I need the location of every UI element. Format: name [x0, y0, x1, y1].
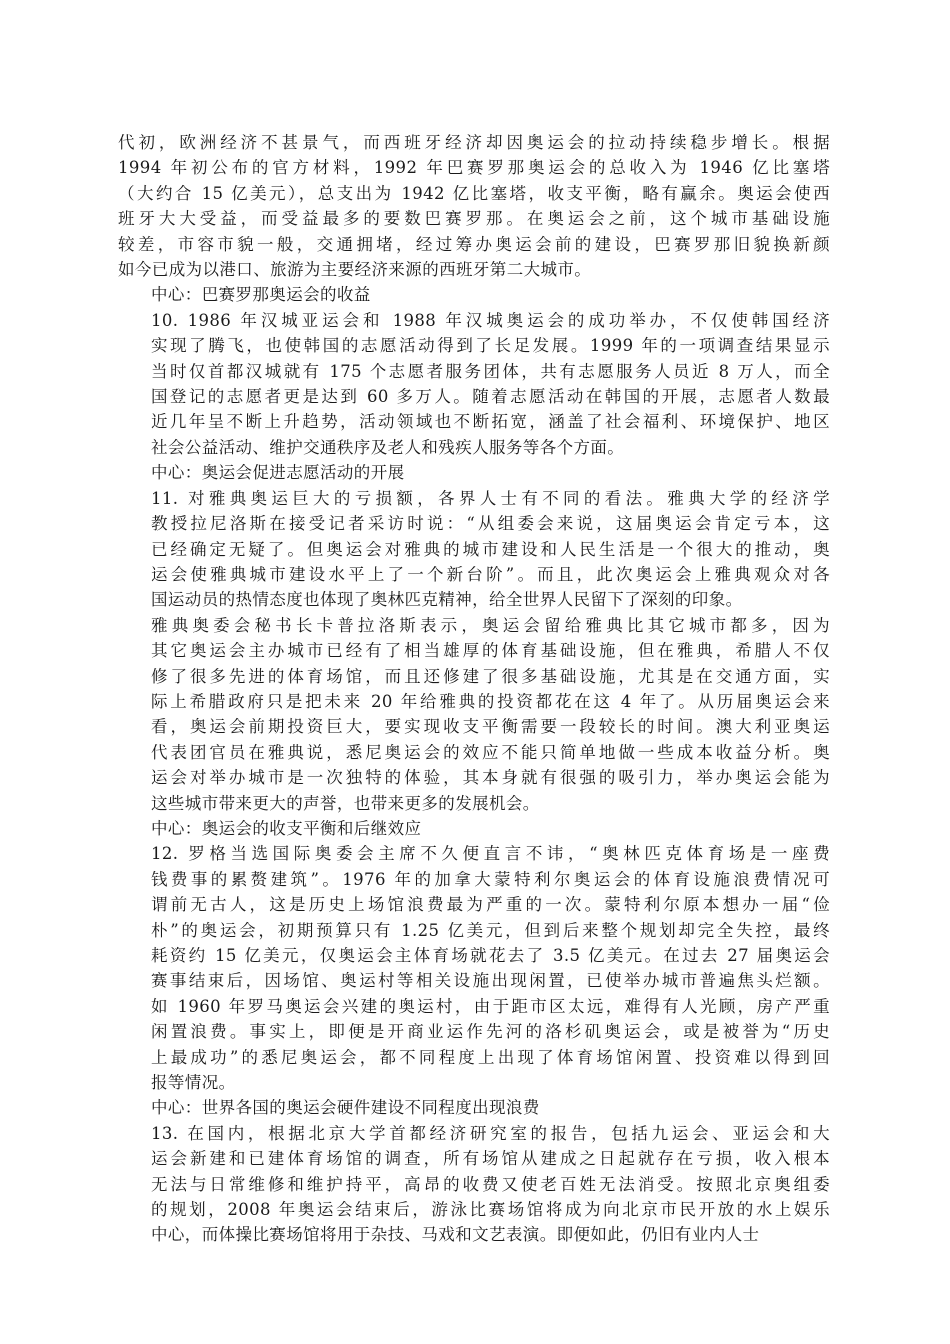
paragraph-line: 1994 年初公布的官方材料，1992 年巴赛罗那奥运会的总收入为 1946 亿比塞塔 [118, 158, 830, 178]
paragraph-line: 钱费事的累赘建筑”。1976 年的加拿大蒙特利尔奥运会的体育设施浪费情况可 [151, 869, 830, 889]
paragraph-line: 的规划，2008 年奥运会结束后，游泳比赛场馆将成为向北京市民开放的水上娱乐 [151, 1200, 830, 1220]
paragraph-line: 代初，欧洲经济不甚景气，而西班牙经济却因奥运会的拉动持续稳步增长。根据 [118, 133, 830, 152]
paragraph-line: 近几年呈不断上升趋势，活动领域也不断拓宽，涵盖了社会福利、环境保护、地区 [151, 412, 830, 432]
paragraph-line: 闲置浪费。事实上，即便是开商业运作先河的洛杉矶奥运会，或是被誉为“历史 [151, 1022, 830, 1042]
paragraph-line: 国登记的志愿者更是达到 60 多万人。随着志愿活动在韩国的开展，志愿者人数最 [151, 387, 830, 407]
paragraph-line: 国运动员的热情态度也体现了奥林匹克精神，给全世界人民留下了深刻的印象。 [151, 590, 743, 610]
paragraph-line: 际上希腊政府只是把未来 20 年给雅典的投资都花在这 4 年了。从历届奥运会来 [151, 691, 830, 711]
paragraph-line: 其它奥运会主办城市已经有了相当雄厚的体育基础设施，但在雅典，希腊人不仅 [151, 641, 830, 661]
paragraph-line: 如今已成为以港口、旅游为主要经济来源的西班牙第二大城市。 [118, 260, 592, 280]
paragraph-line: 较差，市容市貌一般，交通拥堵，经过筹办奥运会前的建设，巴赛罗那旧貌换新颜 [118, 234, 830, 254]
paragraph-line: 上最成功”的悉尼奥运会，都不同程度上出现了体育场馆闲置、投资难以得到回 [151, 1047, 830, 1067]
paragraph-line: 报等情况。 [151, 1073, 236, 1093]
body-paragraph [118, 1121, 830, 1248]
paragraph-line: 如 1960 年罗马奥运会兴建的奥运村，由于距市区太远，难得有人光顾，房产严重 [151, 996, 830, 1016]
paragraph-line: 这些城市带来更大的声誉，也带来更多的发展机会。 [151, 793, 540, 813]
paragraph-line: 教授拉尼洛斯在接受记者采访时说：“从组委会来说，这届奥运会肯定亏本，这 [151, 514, 830, 534]
paragraph-line: 10. 1986 年汉城亚运会和 1988 年汉城奥运会的成功举办，不仅使韩国经济 [151, 310, 830, 330]
paragraph-line: 12. 罗格当选国际奥委会主席不久便直言不讳，“奥林匹克体育场是一座费 [151, 844, 830, 864]
paragraph-line: 赛事结束后，因场馆、奥运村等相关设施出现闲置，已使举办城市普遍焦头烂额。 [151, 971, 830, 991]
document-page [118, 130, 830, 1248]
section-center-summary: 中心：世界各国的奥运会硬件建设不同程度出现浪费 [151, 1098, 540, 1118]
paragraph-line: 代表团官员在雅典说，悉尼奥运会的效应不能只简单地做一些成本收益分析。奥 [151, 742, 830, 762]
paragraph-line: 当时仅首都汉城就有 175 个志愿者服务团体，共有志愿服务人员近 8 万人，而全 [151, 361, 830, 381]
paragraph-line: （大约合 15 亿美元），总支出为 1942 亿比塞塔，收支平衡，略有赢余。奥运会使西 [118, 183, 830, 203]
body-paragraph [118, 308, 830, 460]
paragraph-line: 班牙大大受益，而受益最多的要数巴赛罗那。在奥运会之前，这个城市基础设施 [118, 209, 830, 229]
paragraph-line: 已经确定无疑了。但奥运会对雅典的城市建设和人民生活是一个很大的推动，奥 [151, 539, 830, 559]
body-paragraph [118, 613, 830, 816]
body-paragraph [118, 486, 830, 613]
body-paragraph [118, 130, 830, 282]
section-center-summary: 中心：巴赛罗那奥运会的收益 [151, 285, 371, 305]
paragraph-line: 社会公益活动、维护交通秩序及老人和残疾人服务等各个方面。 [151, 437, 625, 457]
paragraph-line: 朴”的奥运会，初期预算只有 1.25 亿美元，但到后来整个规划却完全失控，最终 [151, 920, 830, 940]
section-center-summary: 中心：奥运会促进志愿活动的开展 [151, 463, 405, 483]
paragraph-line: 11. 对雅典奥运巨大的亏损额，各界人士有不同的看法。雅典大学的经济学 [151, 488, 830, 508]
body-paragraph [118, 841, 830, 1095]
section-center-summary: 中心：奥运会的收支平衡和后继效应 [151, 818, 422, 838]
paragraph-line: 修了很多先进的体育场馆，而且还修建了很多基础设施，尤其是在交通方面，实 [151, 666, 830, 686]
paragraph-line: 无法与日常维修和维护持平，高昂的收费又使老百姓无法消受。按照北京奥组委 [151, 1174, 830, 1194]
paragraph-line: 运会使雅典城市建设水平上了一个新台阶”。而且，此次奥运会上雅典观众对各 [151, 564, 830, 584]
paragraph-line: 实现了腾飞，也使韩国的志愿活动得到了长足发展。1999 年的一项调查结果显示 [151, 336, 830, 356]
paragraph-line: 雅典奥委会秘书长卡普拉洛斯表示，奥运会留给雅典比其它城市都多，因为 [151, 615, 830, 635]
paragraph-line: 运会对举办城市是一次独特的体验，其本身就有很强的吸引力，举办奥运会能为 [151, 768, 830, 788]
paragraph-line: 耗资约 15 亿美元，仅奥运会主体育场就花去了 3.5 亿美元。在过去 27 届奥运会 [151, 946, 830, 965]
paragraph-line: 中心，而体操比赛场馆将用于杂技、马戏和文艺表演。即便如此，仍旧有业内人士 [151, 1225, 760, 1245]
paragraph-line: 运会新建和已建体育场馆的调查，所有场馆从建成之日起就存在亏损，收入根本 [151, 1149, 830, 1169]
paragraph-line: 谓前无古人，这是历史上场馆浪费最为严重的一次。蒙特利尔原本想办一届“俭 [151, 895, 830, 915]
paragraph-line: 看，奥运会前期投资巨大，要实现收支平衡需要一段较长的时间。澳大利亚奥运 [151, 717, 830, 737]
paragraph-line: 13. 在国内，根据北京大学首都经济研究室的报告，包括九运会、亚运会和大 [151, 1123, 830, 1143]
